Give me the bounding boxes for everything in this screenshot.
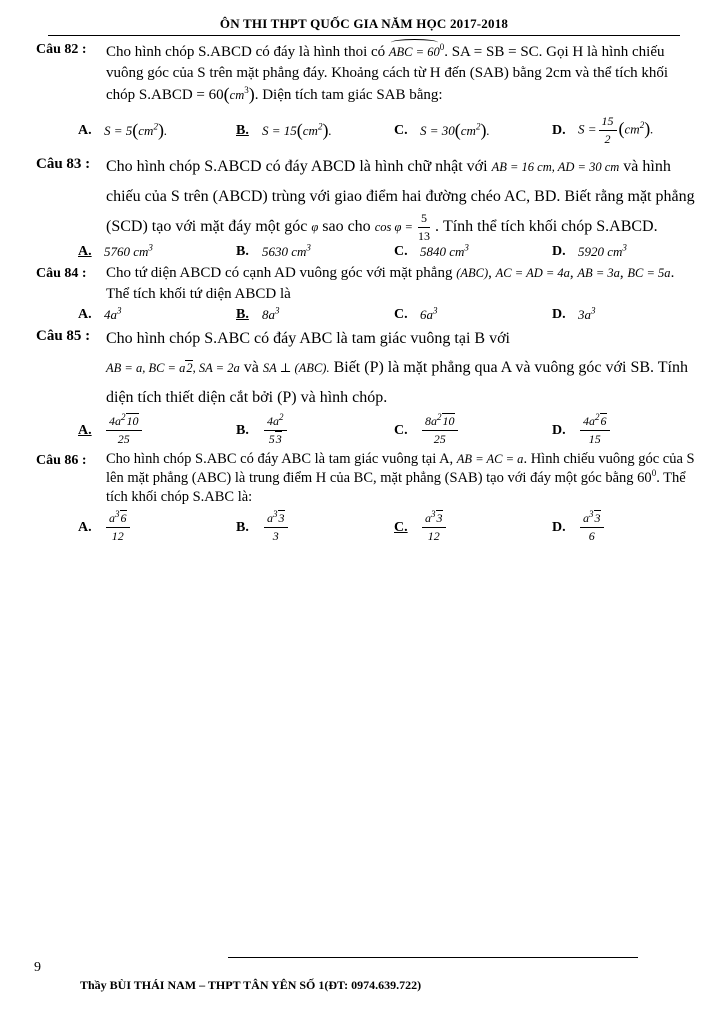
page-header: ÔN THI THPT QUỐC GIA NĂM HỌC 2017-2018 xyxy=(48,16,680,36)
option-d[interactable]: D. $3a^3$ xyxy=(552,305,596,322)
option-d[interactable]: D. $\frac{4a^26}{15}$ xyxy=(552,414,692,447)
option-a[interactable]: A. $4a^3$ xyxy=(78,305,122,322)
question-85 xyxy=(36,323,696,412)
option-d[interactable]: D. 5920 $cm^3$ xyxy=(552,242,627,259)
option-b[interactable]: B. $S = 15(cm^2)$. xyxy=(236,120,332,140)
option-a[interactable]: A. 5760 $cm^3$ xyxy=(78,242,153,259)
question-82 xyxy=(36,38,696,106)
option-c[interactable]: C. $\frac{8a^210}{25}$ xyxy=(394,414,552,447)
question-text: Cho hình chóp S.ABCD có đáy ABCD là hình chữ nhật với AB = 16 cm, AD = 30 cm và hình chiếu của S trên (ABCD) trùng với giao điểm hai đường chéo AC, BD. Biết rằng mặt phẳng (SCD) tạo với mặt đáy một góc φ sao cho cos φ = $\frac{5}{13}$ . Tính thể tích khối chóp S.ABCD. xyxy=(106,158,695,243)
question-text: Cho hình chóp S.ABC có đáy ABC là tam giác vuông tại B với AB = a, BC = a2, SA = 2a và SA ⊥ (ABC). Biết (P) là mặt phẳng qua A và vuông góc với SB. Tính diện tích thiết diện cắt bởi (P) và hình chóp. xyxy=(106,330,688,406)
option-b[interactable]: B. $\frac{4a^2}{53}$ xyxy=(236,414,394,447)
answer-options xyxy=(78,114,696,147)
question-86 xyxy=(36,449,696,507)
question-label: Câu 85 : xyxy=(36,328,91,344)
option-b[interactable]: B. $8a^3$ xyxy=(236,305,280,322)
footer-divider xyxy=(228,957,638,958)
option-a[interactable]: A. $\frac{a^36}{12}$ xyxy=(78,511,236,544)
option-c[interactable]: C. 5840 $cm^3$ xyxy=(394,242,469,259)
option-d[interactable]: D. S = $\frac{15}{2}$ $(cm^2)$. xyxy=(552,114,654,146)
answer-options xyxy=(78,244,696,260)
option-b[interactable]: B. $\frac{a^33}{3}$ xyxy=(236,511,394,544)
answer-options xyxy=(78,511,696,544)
question-83 xyxy=(36,151,696,244)
option-c[interactable]: C. $S = 30(cm^2)$. xyxy=(394,120,490,140)
option-a[interactable]: A. $\frac{4a^210}{25}$ xyxy=(78,414,236,447)
question-text: Cho hình chóp S.ABC có đáy ABC là tam giác vuông tại A, AB = AC = a. Hình chiếu vuông góc của S lên mặt phẳng (ABC) là trung điểm H của BC, mặt phẳng (SAB) tạo với đáy một góc bằng $60^0$. Thể tích khối chóp S.ABC là: xyxy=(106,451,695,505)
option-b[interactable]: B. 5630 $cm^3$ xyxy=(236,242,311,259)
question-text: Cho tứ diện ABCD có cạnh AD vuông góc với mặt phẳng (ABC), AC = AD = 4a, AB = 3a, BC = 5a. Thể tích khối tứ diện ABCD là xyxy=(106,265,675,302)
option-d[interactable]: D. $\frac{a^33}{6}$ xyxy=(552,511,692,544)
question-label: Câu 83 : xyxy=(36,156,91,172)
question-text: Cho hình chóp S.ABCD có đáy là hình thoi có ABC = $60^0$. SA = SB = SC. Gọi H là hình chiếu vuông góc của S trên mặt phẳng đáy. Khoảng cách từ H đến (SAB) bằng 2cm và thể tích khối chóp S.ABCD = $60(cm^3)$. Diện tích tam giác SAB bằng: xyxy=(106,38,696,106)
option-c[interactable]: C. $\frac{a^33}{12}$ xyxy=(394,511,552,544)
option-c[interactable]: C. $6a^3$ xyxy=(394,305,438,322)
angle-abc: ABC = 60 xyxy=(389,39,440,63)
page-footer: Thầy BÙI THÁI NAM – THPT TÂN YÊN SỐ 1(ĐT: 0974.639.722) xyxy=(80,978,422,992)
question-label: Câu 84 : xyxy=(36,266,87,281)
question-list xyxy=(36,38,696,544)
answer-options xyxy=(78,307,696,323)
question-label: Câu 86 : xyxy=(36,453,87,468)
question-84 xyxy=(36,262,696,305)
option-a[interactable]: A. $S = 5(cm^2)$. xyxy=(78,120,168,140)
page-number: 9 xyxy=(34,960,41,975)
question-label: Câu 82 : xyxy=(36,42,87,57)
answer-options xyxy=(78,414,696,447)
